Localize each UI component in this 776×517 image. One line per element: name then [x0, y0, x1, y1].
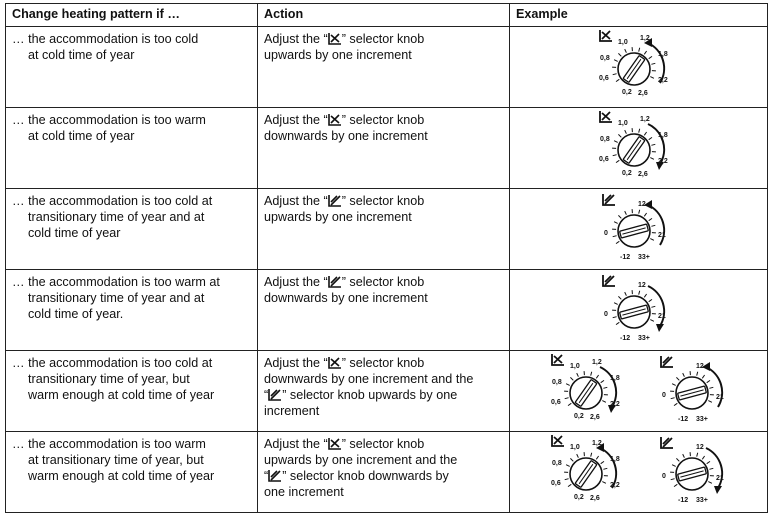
header-action: Action: [258, 4, 510, 27]
knob-scale-label: 0,2: [622, 170, 632, 177]
knob-scale-label: 2,6: [590, 414, 600, 421]
knob-scale-label: 0,2: [574, 494, 584, 501]
knob-scale-label: 0: [662, 392, 666, 399]
knob-scale-label: 12: [638, 282, 646, 289]
action-text: downwards by one increment: [264, 291, 428, 305]
condition-cell: [6, 432, 258, 513]
knob-scale-label: 21: [716, 475, 724, 482]
condition-cell: [6, 108, 258, 189]
action-cell: [258, 27, 510, 108]
action-text: ” selector knob: [342, 356, 425, 370]
action-cell: [258, 351, 510, 432]
heating-curve-icon: [328, 437, 342, 450]
action-cell: [258, 108, 510, 189]
action-text: Adjust the “: [264, 194, 328, 208]
condition-line: … the accommodation is too warm: [12, 436, 251, 452]
heating-adjustment-table: [5, 3, 768, 513]
action-cell: [258, 432, 510, 513]
header-condition: Change heating pattern if …: [6, 4, 258, 27]
knob-scale-label: 0: [662, 473, 666, 480]
parallel-offset-knob-5-b: [648, 430, 748, 510]
table-row: [6, 27, 768, 108]
knob-scale-label: 1,2: [592, 359, 602, 366]
knob-scale-label: 2,2: [658, 77, 668, 84]
knob-scale-label: 21: [716, 394, 724, 401]
condition-cell: [6, 270, 258, 351]
action-text: ” selector knob: [342, 437, 425, 451]
condition-line: transitionary time of year and at: [12, 290, 251, 306]
knob-scale-label: -12: [620, 254, 630, 261]
table-row: [6, 270, 768, 351]
knob-scale-label: 2,2: [658, 158, 668, 165]
knob-scale-label: 1,0: [570, 363, 580, 370]
action-text: ” selector knob: [342, 275, 425, 289]
action-text: increment: [264, 404, 319, 418]
knob-scale-label: 0,2: [622, 89, 632, 96]
table-row: [6, 108, 768, 189]
example-cell: [510, 432, 768, 513]
condition-line: … the accommodation is too cold at: [12, 355, 251, 371]
knob-scale-label: 33+: [696, 497, 708, 504]
heating-curve-knob-1: [590, 106, 690, 186]
condition-cell: [6, 27, 258, 108]
condition-line: cold time of year: [12, 225, 251, 241]
table-row: [6, 432, 768, 513]
header-row: [6, 4, 768, 27]
example-cell: [510, 270, 768, 351]
knob-scale-label: 12: [638, 201, 646, 208]
table-row: [6, 189, 768, 270]
knob-scale-label: 0,6: [599, 75, 609, 82]
condition-line: warm enough at cold time of year: [12, 468, 251, 484]
action-cell: [258, 189, 510, 270]
action-text: upwards by one increment and the: [264, 453, 457, 467]
action-text: Adjust the “: [264, 32, 328, 46]
action-text: Adjust the “: [264, 356, 328, 370]
knob-scale-label: 1,8: [610, 456, 620, 463]
condition-line: warm enough at cold time of year: [12, 387, 251, 403]
parallel-offset-icon: [328, 275, 342, 288]
heating-curve-icon: [328, 32, 342, 45]
knob-scale-label: 21: [658, 232, 666, 239]
knob-scale-label: 2,6: [638, 171, 648, 178]
action-text: ” selector knob upwards by one: [282, 388, 457, 402]
action-text: upwards by one increment: [264, 210, 412, 224]
heating-curve-icon: [328, 356, 342, 369]
knob-scale-label: 2,2: [610, 401, 620, 408]
action-text: downwards by one increment: [264, 129, 428, 143]
knob-scale-label: 1,8: [610, 375, 620, 382]
knob-scale-label: 0,6: [551, 399, 561, 406]
knob-scale-label: 1,2: [592, 440, 602, 447]
knob-scale-label: 0,8: [600, 136, 610, 143]
parallel-offset-icon: [268, 388, 282, 401]
knob-scale-label: 1,8: [658, 132, 668, 139]
knob-scale-label: 0,8: [600, 55, 610, 62]
action-text: “: [264, 388, 268, 402]
action-text: Adjust the “: [264, 437, 328, 451]
knob-scale-label: 1,0: [570, 444, 580, 451]
condition-line: … the accommodation is too warm: [12, 112, 251, 128]
heating-curve-knob-5-a: [542, 430, 642, 510]
knob-scale-label: 0,6: [551, 480, 561, 487]
action-text: “: [264, 469, 268, 483]
knob-scale-label: -12: [620, 335, 630, 342]
parallel-offset-icon: [328, 194, 342, 207]
knob-scale-label: 12: [696, 444, 704, 451]
knob-scale-label: 0,8: [552, 460, 562, 467]
example-cell: [510, 351, 768, 432]
condition-line: … the accommodation is too cold: [12, 31, 251, 47]
knob-scale-label: 33+: [638, 254, 650, 261]
parallel-offset-knob-2: [590, 187, 690, 267]
knob-scale-label: -12: [678, 416, 688, 423]
knob-scale-label: 1,0: [618, 39, 628, 46]
knob-scale-label: 0,8: [552, 379, 562, 386]
parallel-offset-knob-4-b: [648, 349, 748, 429]
action-text: Adjust the “: [264, 275, 328, 289]
action-cell: [258, 270, 510, 351]
condition-line: … the accommodation is too cold at: [12, 193, 251, 209]
condition-cell: [6, 189, 258, 270]
condition-line: … the accommodation is too warm at: [12, 274, 251, 290]
knob-scale-label: 33+: [696, 416, 708, 423]
knob-scale-label: 21: [658, 313, 666, 320]
action-text: ” selector knob downwards by: [282, 469, 449, 483]
parallel-offset-icon: [268, 469, 282, 482]
condition-line: at cold time of year: [12, 128, 251, 144]
action-text: ” selector knob: [342, 113, 425, 127]
knob-scale-label: 2,6: [590, 495, 600, 502]
condition-cell: [6, 351, 258, 432]
condition-line: at cold time of year: [12, 47, 251, 63]
condition-line: cold time of year.: [12, 306, 251, 322]
action-text: ” selector knob: [342, 194, 425, 208]
action-text: downwards by one increment and the: [264, 372, 473, 386]
knob-scale-label: 1,8: [658, 51, 668, 58]
knob-scale-label: 0: [604, 311, 608, 318]
knob-scale-label: 33+: [638, 335, 650, 342]
example-cell: [510, 189, 768, 270]
knob-scale-label: 1,2: [640, 116, 650, 123]
knob-scale-label: 2,2: [610, 482, 620, 489]
knob-scale-label: 1,0: [618, 120, 628, 127]
heating-curve-icon: [328, 113, 342, 126]
action-text: upwards by one increment: [264, 48, 412, 62]
condition-line: at transitionary time of year, but: [12, 452, 251, 468]
condition-line: transitionary time of year, but: [12, 371, 251, 387]
action-text: Adjust the “: [264, 113, 328, 127]
parallel-offset-knob-3: [590, 268, 690, 348]
knob-scale-label: 0: [604, 230, 608, 237]
heating-curve-knob-0: [590, 25, 690, 105]
knob-scale-label: -12: [678, 497, 688, 504]
table-row: [6, 351, 768, 432]
action-text: one increment: [264, 485, 344, 499]
heating-curve-knob-4-a: [542, 349, 642, 429]
knob-scale-label: 1,2: [640, 35, 650, 42]
knob-scale-label: 2,6: [638, 90, 648, 97]
header-example: Example: [510, 4, 768, 27]
example-cell: [510, 27, 768, 108]
knob-scale-label: 0,2: [574, 413, 584, 420]
condition-line: transitionary time of year and at: [12, 209, 251, 225]
action-text: ” selector knob: [342, 32, 425, 46]
knob-scale-label: 0,6: [599, 156, 609, 163]
example-cell: [510, 108, 768, 189]
knob-scale-label: 12: [696, 363, 704, 370]
